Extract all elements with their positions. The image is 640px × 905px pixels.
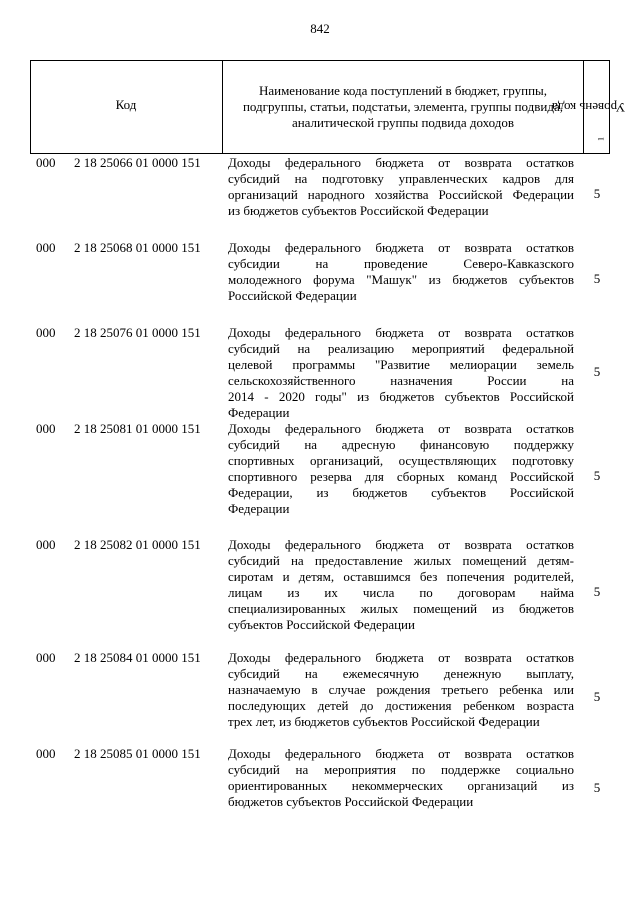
row-description-line: Доходы федерального бюджета от возврата остатков: [228, 421, 574, 436]
row-group-code: 000: [36, 421, 56, 436]
row-description: [228, 421, 574, 517]
row-description: [228, 650, 574, 730]
header-name: [223, 83, 583, 131]
row-level: 5: [593, 689, 601, 704]
row-description: [228, 746, 574, 810]
row-income-code: 2 18 25081 01 0000 151: [74, 421, 201, 436]
row-description-line: субсидий на реализацию мероприятий федеральной: [228, 341, 574, 356]
row-income-code: 2 18 25068 01 0000 151: [74, 240, 201, 255]
header-name-line: аналитической группы подвида доходов: [291, 115, 515, 130]
row-description-line: Федерации, из бюджетов субъектов Российской: [228, 485, 574, 500]
row-description-line: Федерации: [228, 405, 290, 420]
row-description-line: Доходы федерального бюджета от возврата остатков: [228, 537, 574, 552]
row-description-line: сельскохозяйственного назначения России на: [228, 373, 574, 388]
row-group-code: 000: [36, 650, 56, 665]
header-bottom-border: [30, 153, 610, 154]
row-income-code: 2 18 25076 01 0000 151: [74, 325, 201, 340]
header-top-border: [30, 60, 610, 61]
row-description-line: субъектов Российской Федерации: [228, 617, 415, 632]
header-name-line: подгруппы, статьи, подстатьи, элемента, группы подвида,: [242, 99, 564, 114]
row-description-line: трех лет, из бюджетов субъектов Российской Федерации: [228, 714, 540, 729]
row-description-line: лицам из их числа по договорам найма: [228, 585, 574, 600]
row-income-code: 2 18 25082 01 0000 151: [74, 537, 201, 552]
row-description-line: специализированных жилых помещений из бюджетов: [228, 601, 574, 616]
row-description-line: Доходы федерального бюджета от возврата остатков: [228, 746, 574, 761]
row-level: 5: [593, 364, 601, 379]
page-number: 842: [310, 21, 330, 36]
row-description-line: Доходы федерального бюджета от возврата остатков: [228, 155, 574, 170]
row-description: [228, 155, 574, 219]
row-description-line: субсидий на ежемесячную денежную выплату,: [228, 666, 574, 681]
row-level: 5: [593, 780, 601, 795]
row-description-line: спортивных организаций, осуществляющих подготовку: [228, 453, 574, 468]
row-level: 5: [593, 468, 601, 483]
row-description-line: субсидий на предоставление жилых помещений детям-: [228, 553, 574, 568]
row-income-code: 2 18 25066 01 0000 151: [74, 155, 201, 170]
row-income-code: 2 18 25084 01 0000 151: [74, 650, 201, 665]
row-level: 5: [593, 271, 601, 286]
row-description-line: последующих детей до достижения ребенком возраста: [228, 698, 574, 713]
row-description-line: спортивного резерва для сборных команд Российской: [228, 469, 574, 484]
header-level-label: Уровень кода: [552, 100, 626, 115]
row-description-line: субсидий на подготовку управленческих кадров для: [228, 171, 574, 186]
row-group-code: 000: [36, 240, 56, 255]
row-description-line: Российской Федерации: [228, 288, 357, 303]
row-description-line: Доходы федерального бюджета от возврата остатков: [228, 240, 574, 255]
row-description-line: из бюджетов субъектов Российской Федерации: [228, 203, 489, 218]
row-income-code: 2 18 25085 01 0000 151: [74, 746, 201, 761]
row-description: [228, 537, 574, 633]
row-description-line: сиротам и детям, оставшимся без попечения родителей,: [228, 569, 574, 584]
row-description: [228, 240, 574, 304]
row-description-line: назначаемую в случае рождения третьего ребенка или: [228, 682, 574, 697]
row-description-line: субсидии на проведение Северо-Кавказского: [228, 256, 574, 271]
row-description-line: субсидий на мероприятия по поддержке социально: [228, 762, 574, 777]
row-description-line: 2014 - 2020 годы" из бюджетов субъектов Российской: [228, 389, 574, 404]
header-level-footnote: 1: [596, 136, 606, 141]
row-group-code: 000: [36, 537, 56, 552]
row-description-line: организаций народного хозяйства Российской Федерации: [228, 187, 574, 202]
row-group-code: 000: [36, 325, 56, 340]
row-description-line: субсидий на адресную финансовую поддержку: [228, 437, 574, 452]
row-description-line: Доходы федерального бюджета от возврата остатков: [228, 325, 574, 340]
row-description-line: молодежного форума "Машук" из бюджетов субъектов: [228, 272, 574, 287]
row-group-code: 000: [36, 155, 56, 170]
row-level: 5: [593, 186, 601, 201]
row-description-line: Федерации: [228, 501, 290, 516]
row-description: [228, 325, 574, 421]
row-level: 5: [593, 584, 601, 599]
header-level: [552, 61, 626, 153]
row-description-line: бюджетов субъектов Российской Федерации: [228, 794, 474, 809]
row-description-line: целевой программы "Развитие мелиорации земель: [228, 357, 574, 372]
header-name-line: Наименование кода поступлений в бюджет, группы,: [258, 83, 548, 98]
row-description-line: Доходы федерального бюджета от возврата остатков: [228, 650, 574, 665]
header-code: Код: [115, 97, 137, 112]
row-description-line: ориентированных некоммерческих организаций из: [228, 778, 574, 793]
row-group-code: 000: [36, 746, 56, 761]
